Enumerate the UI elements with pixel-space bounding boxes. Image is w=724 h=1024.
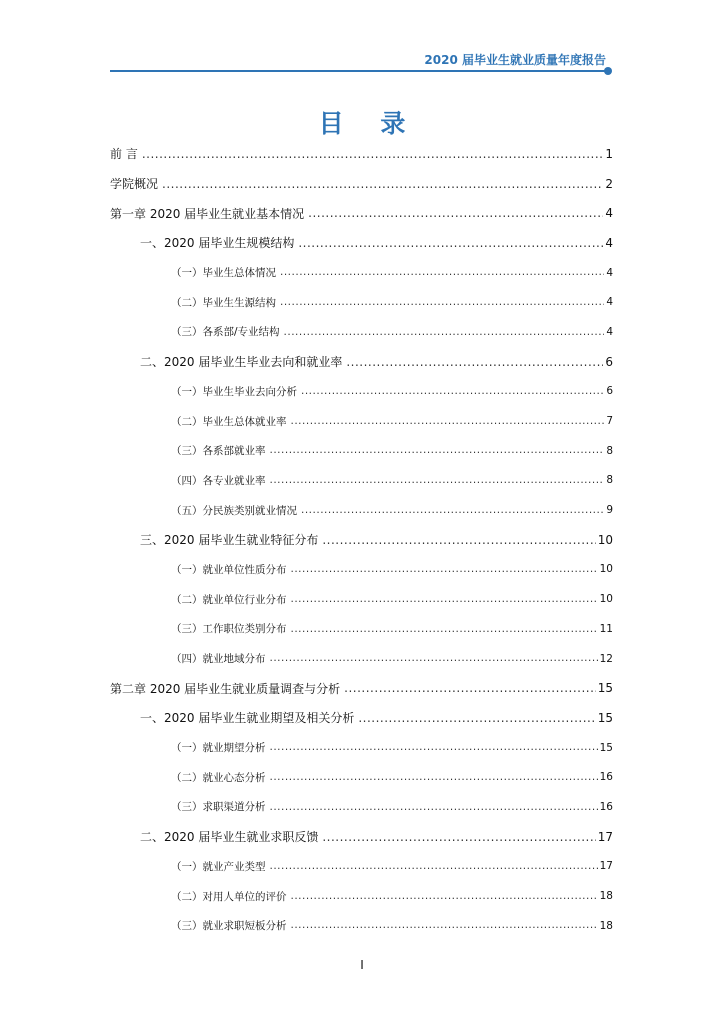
toc-entry-page: 2 — [605, 176, 613, 191]
toc-entry-label: （一）就业单位性质分布 — [171, 563, 287, 576]
toc-entry-label: （一）毕业生毕业去向分析 — [171, 385, 297, 398]
toc-entry[interactable] — [110, 406, 613, 436]
toc-entry-page: 10 — [599, 593, 613, 606]
toc-entry[interactable] — [110, 287, 613, 317]
toc-entry-label: 二、2020 届毕业生毕业去向和就业率 — [140, 355, 343, 370]
toc-leader-dots — [270, 445, 605, 456]
toc-entry[interactable] — [110, 139, 613, 169]
toc-entry-page: 6 — [605, 354, 613, 369]
toc-entry-label: 一、2020 届毕业生规模结构 — [140, 236, 295, 251]
toc-entry-label: （一）就业产业类型 — [171, 860, 266, 873]
toc-entry[interactable] — [110, 347, 613, 377]
toc-entry-label: （二）就业单位行业分布 — [171, 593, 287, 606]
toc-entry[interactable] — [110, 881, 613, 911]
toc-entry[interactable] — [110, 614, 613, 644]
toc-entry-page: 15 — [597, 710, 613, 725]
toc-entry[interactable] — [110, 466, 613, 496]
toc-leader-dots — [346, 356, 603, 368]
toc-entry-page: 4 — [605, 235, 613, 250]
toc-entry-page: 7 — [606, 415, 613, 428]
toc-entry[interactable] — [110, 495, 613, 525]
toc-entry-label: 二、2020 届毕业生就业求职反馈 — [140, 830, 319, 845]
toc-entry-label: （三）求职渠道分析 — [171, 801, 266, 814]
toc-entry[interactable] — [110, 525, 613, 555]
toc-entry-label: 前 言 — [110, 147, 138, 162]
toc-leader-dots — [280, 267, 604, 278]
report-header-title: 2020 届毕业生就业质量年度报告 — [424, 53, 606, 67]
toc-entry-label: （一）就业期望分析 — [171, 742, 266, 755]
toc-leader-dots — [270, 802, 598, 813]
toc-entry-label: （二）毕业生生源结构 — [171, 296, 276, 309]
toc-entry-page: 18 — [599, 919, 613, 932]
toc-entry-page: 16 — [599, 771, 613, 784]
toc-entry-page: 18 — [599, 890, 613, 903]
toc-entry-page: 11 — [599, 622, 613, 635]
toc-leader-dots — [270, 653, 598, 664]
toc-entry-label: （四）各专业就业率 — [171, 474, 266, 487]
toc-entry-page: 4 — [606, 325, 613, 338]
toc-entry[interactable] — [110, 822, 613, 852]
toc-leader-dots — [308, 207, 603, 219]
toc-entry[interactable] — [110, 198, 613, 228]
toc-entry[interactable] — [110, 436, 613, 466]
toc-entry[interactable] — [110, 317, 613, 347]
toc-entry-page: 9 — [606, 504, 613, 517]
toc-leader-dots — [344, 682, 596, 694]
toc-entry-label: （三）就业求职短板分析 — [171, 920, 287, 933]
toc-leader-dots — [301, 505, 604, 516]
toc-leader-dots — [291, 891, 598, 902]
toc-leader-dots — [322, 831, 595, 843]
page-number: I — [360, 958, 364, 972]
toc-entry[interactable] — [110, 258, 613, 288]
toc-entry-page: 4 — [605, 206, 613, 221]
toc-leader-dots — [358, 712, 595, 724]
toc-entry[interactable] — [110, 852, 613, 882]
toc-entry-label: （一）毕业生总体情况 — [171, 267, 276, 280]
toc-leader-dots — [280, 297, 604, 308]
toc-leader-dots — [291, 564, 598, 575]
toc-leader-dots — [270, 742, 598, 753]
toc-entry[interactable] — [110, 169, 613, 199]
toc-entry-label: （五）分民族类别就业情况 — [171, 504, 297, 517]
toc-leader-dots — [270, 772, 598, 783]
toc-leader-dots — [142, 148, 604, 160]
toc-entry[interactable] — [110, 555, 613, 585]
toc-entry-page: 4 — [606, 296, 613, 309]
toc-leader-dots — [291, 624, 598, 635]
toc-entry-page: 17 — [597, 829, 613, 844]
toc-leader-dots — [162, 178, 603, 190]
toc-leader-dots — [301, 386, 604, 397]
toc-entry-label: （二）毕业生总体就业率 — [171, 415, 287, 428]
toc-entry-label: 三、2020 届毕业生就业特征分布 — [140, 533, 319, 548]
header-divider — [110, 70, 608, 72]
toc-entry-page: 4 — [606, 266, 613, 279]
toc-leader-dots — [291, 594, 598, 605]
toc-entry-label: （二）就业心态分析 — [171, 771, 266, 784]
toc-entry-page: 15 — [599, 741, 613, 754]
toc-entry[interactable] — [110, 377, 613, 407]
toc-leader-dots — [291, 416, 605, 427]
toc-entry-page: 12 — [599, 652, 613, 665]
header-divider-dot — [604, 67, 612, 75]
toc-entry-label: （四）就业地域分布 — [171, 653, 266, 666]
toc-entry[interactable] — [110, 644, 613, 674]
toc-entry-page: 17 — [599, 860, 613, 873]
toc-entry-page: 1 — [605, 146, 613, 161]
toc-title: 目 录 — [318, 109, 420, 138]
toc-leader-dots — [270, 475, 605, 486]
toc-entry-label: 第一章 2020 届毕业生就业基本情况 — [110, 206, 305, 221]
toc-entry-label: （三）各系部就业率 — [171, 445, 266, 458]
toc-entry-label: 第二章 2020 届毕业生就业质量调查与分析 — [110, 681, 341, 696]
toc-entry-page: 15 — [597, 681, 613, 696]
toc-entry-page: 16 — [599, 800, 613, 813]
toc-entry[interactable] — [110, 703, 613, 733]
table-of-contents — [110, 139, 613, 941]
toc-entry[interactable] — [110, 733, 613, 763]
toc-entry[interactable] — [110, 584, 613, 614]
toc-leader-dots — [322, 534, 595, 546]
toc-entry-label: （二）对用人单位的评价 — [171, 890, 287, 903]
toc-leader-dots — [298, 237, 603, 249]
toc-entry[interactable] — [110, 228, 613, 258]
toc-entry-label: 学院概况 — [110, 177, 159, 192]
toc-entry-page: 6 — [606, 385, 613, 398]
toc-entry[interactable] — [110, 673, 613, 703]
toc-entry-page: 8 — [606, 474, 613, 487]
toc-entry[interactable] — [110, 911, 613, 941]
toc-entry-label: 一、2020 届毕业生就业期望及相关分析 — [140, 711, 355, 726]
toc-entry-label: （三）工作职位类别分布 — [171, 623, 287, 636]
toc-entry[interactable] — [110, 792, 613, 822]
toc-leader-dots — [291, 920, 598, 931]
toc-entry-label: （三）各系部/专业结构 — [171, 326, 280, 339]
toc-entry-page: 10 — [599, 563, 613, 576]
toc-leader-dots — [284, 327, 605, 338]
toc-entry[interactable] — [110, 762, 613, 792]
toc-entry-page: 8 — [606, 444, 613, 457]
toc-entry-page: 10 — [597, 532, 613, 547]
toc-leader-dots — [270, 861, 598, 872]
